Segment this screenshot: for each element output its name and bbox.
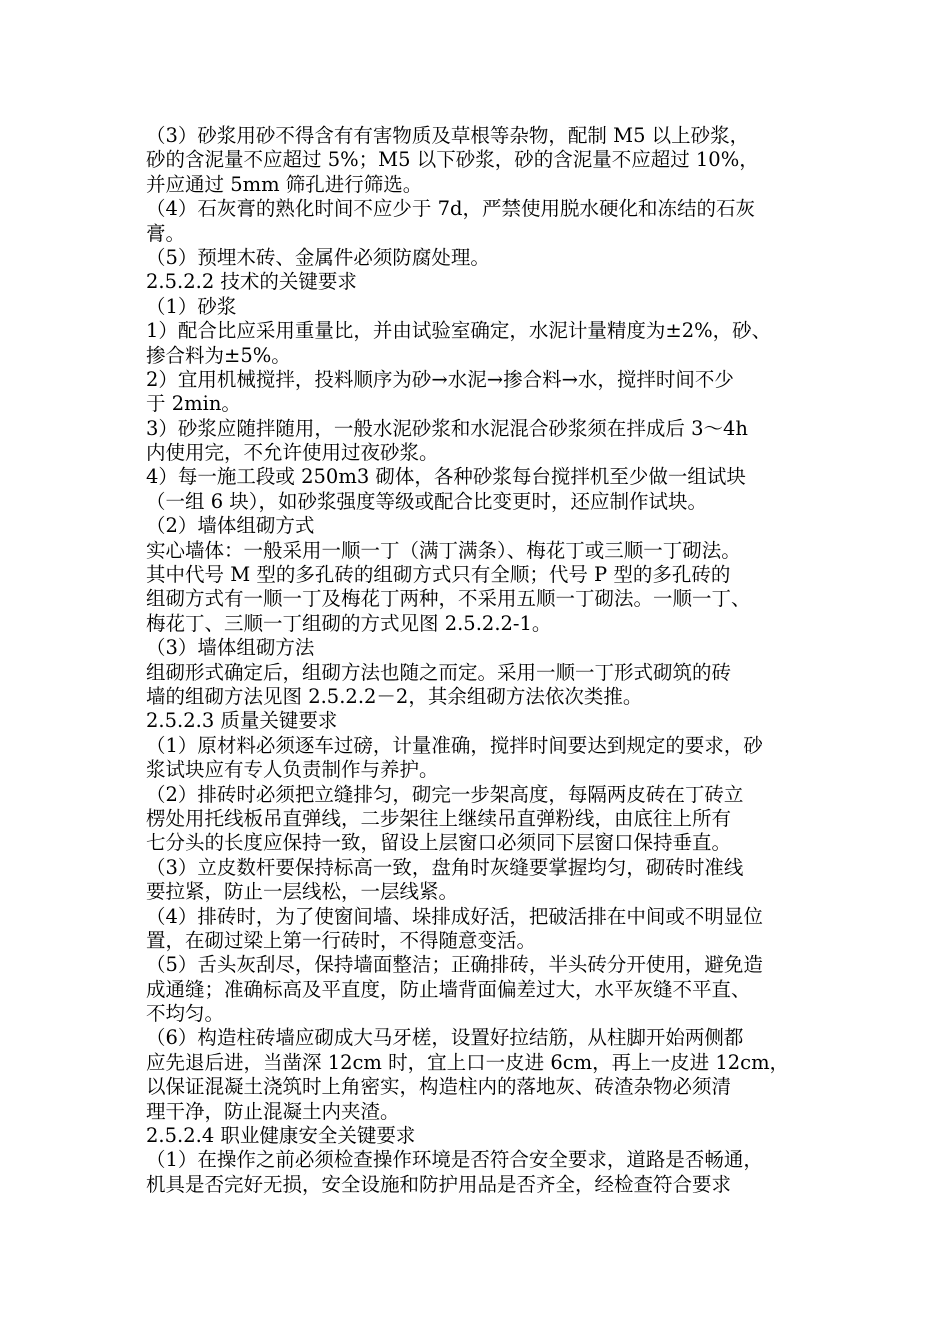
text-line: 膏。 [146,221,186,245]
text-line: 组砌形式确定后，组砌方法也随之而定。采用一顺一丁形式砌筑的砖 [146,660,732,684]
text-line: 机具是否完好无损，安全设施和防护用品是否齐全，经检查符合要求 [146,1172,732,1196]
text-line: 内使用完，不允许使用过夜砂浆。 [146,441,439,465]
text-line: 浆试块应有专人负责制作与养护。 [146,758,439,782]
text-line: （3）砂浆用砂不得含有有害物质及草根等杂物，配制 M5 以上砂浆， [146,124,750,147]
text-line: 实心墙体：一般采用一顺一丁（满丁满条）、梅花丁或三顺一丁砌法。 [146,538,741,562]
text-line: （1）砂浆 [146,294,237,318]
text-line: （1）在操作之前必须检查操作环境是否符合安全要求，道路是否畅通， [146,1148,763,1172]
text-line: 成通缝；准确标高及平直度，防止墙背面偏差过大，水平灰缝不平直、 [146,977,751,1001]
text-line: 2.5.2.2 技术的关键要求 [146,270,357,294]
text-line: 应先退后进，当凿深 12cm 时，宜上口一皮进 6cm，再上一皮进 12cm， [146,1050,790,1074]
text-line: （3）墙体组砌方法 [146,636,315,660]
document-body [146,124,816,1197]
text-line: 不均匀。 [146,1002,225,1026]
text-line: （6）构造柱砖墙应砌成大马牙槎，设置好拉结筋，从柱脚开始两侧都 [146,1026,744,1050]
text-line: （一组 6 块），如砂浆强度等级或配合比变更时，还应制作试块。 [146,489,708,513]
text-line: 2.5.2.4 职业健康安全关键要求 [146,1124,416,1148]
text-line: 1）配合比应采用重量比，并由试验室确定，水泥计量精度为±2%，砂、 [146,319,772,343]
text-line: 3）砂浆应随拌随用，一般水泥砂浆和水泥混合砂浆须在拌成后 3～4h [146,416,748,440]
text-line: 墙的组砌方法见图 2.5.2.2－2，其余组砌方法依次类推。 [146,684,643,708]
text-line: （5）舌头灰刮尽，保持墙面整洁；正确排砖，半头砖分开使用，避免造 [146,953,763,977]
text-line: （4）排砖时，为了使窗间墙、垛排成好活，把破活排在中间或不明显位 [146,904,763,928]
text-line: 理干净，防止混凝土内夹渣。 [146,1099,400,1123]
text-line: 楞处用托线板吊直弹线，二步架往上继续吊直弹粉线，由底往上所有 [146,806,732,830]
text-line: 2.5.2.3 质量关键要求 [146,709,338,733]
text-line: 梅花丁、三顺一丁组砌的方式见图 2.5.2.2-1。 [146,611,552,635]
text-line: 并应通过 5mm 筛孔进行筛选。 [146,172,423,196]
text-line: 七分头的长度应保持一致，留设上层窗口必须同下层窗口保持垂直。 [146,831,732,855]
text-line: 4）每一施工段或 250m3 砌体，各种砂浆每台搅拌机至少做一组试块 [146,465,746,489]
text-line: 组砌方式有一顺一丁及梅花丁两种，不采用五顺一丁砌法。一顺一丁、 [146,587,751,611]
text-line: （2）排砖时必须把立缝排匀，砌完一步架高度，每隔两皮砖在丁砖立 [146,782,744,806]
text-line: （1）原材料必须逐车过磅，计量准确，搅拌时间要达到规定的要求，砂 [146,733,763,757]
text-line: 掺合料为±5%。 [146,343,291,367]
text-line: 以保证混凝土浇筑时上角密实，构造柱内的落地灰、砖渣杂物必须清 [146,1075,732,1099]
text-line: 砂的含泥量不应超过 5%；M5 以下砂浆，砂的含泥量不应超过 10%， [146,148,759,172]
text-line: （3）立皮数杆要保持标高一致，盘角时灰缝要掌握均匀，砌砖时准线 [146,855,744,879]
text-line: 其中代号 M 型的多孔砖的组砌方式只有全顺；代号 P 型的多孔砖的 [146,563,731,587]
text-line: 置，在砌过梁上第一行砖时，不得随意变活。 [146,928,537,952]
text-line: （2）墙体组砌方式 [146,514,315,538]
text-line: （4）石灰膏的熟化时间不应少于 7d，严禁使用脱水硬化和冻结的石灰 [146,197,755,221]
text-line: 2）宜用机械搅拌，投料顺序为砂→水泥→掺合料→水，搅拌时间不少 [146,367,734,391]
text-line: 要拉紧，防止一层线松，一层线紧。 [146,880,459,904]
text-line: 于 2min。 [146,392,241,416]
text-line: （5）预埋木砖、金属件必须防腐处理。 [146,245,490,269]
